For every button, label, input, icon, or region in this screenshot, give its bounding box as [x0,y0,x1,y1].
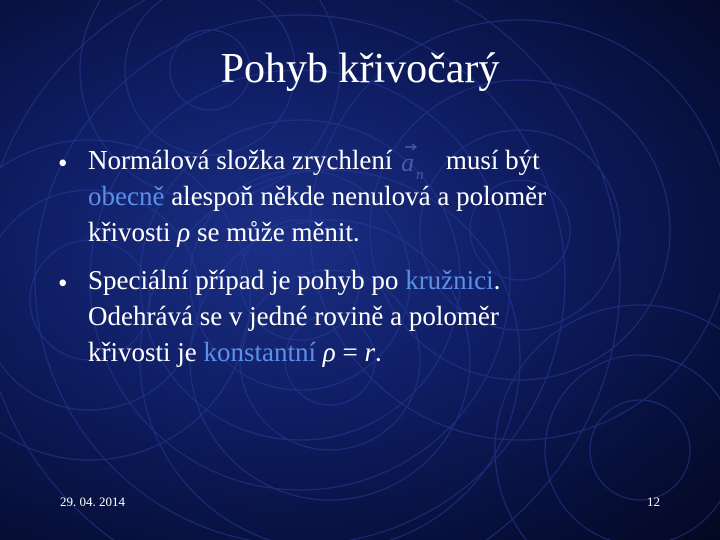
text-segment: . [493,265,501,295]
normal-acceleration-vector [399,145,439,183]
bullet-2-line-1 [88,262,688,298]
text-segment: křivosti je [88,337,204,367]
bullet-1-line-2 [88,178,688,214]
bullet-2-line-3 [88,334,688,370]
bullet-2: • [58,268,68,298]
footer-date: 29. 04. 2014 [60,494,125,509]
vector-subscript: n [416,167,424,183]
text-segment: křivosti [88,217,178,247]
highlight-text: konstantní [203,337,316,367]
slide-number: 12 [647,494,660,509]
rho-symbol: ρ [177,217,191,247]
text-segment: Speciální případ je pohyb po [88,265,406,295]
highlight-text: kružnici [405,265,494,295]
text-segment: se může měnit. [190,217,360,247]
bullet-1-line-3 [88,214,688,250]
radius-symbol: r [364,337,375,367]
text-segment: musí být [439,145,540,175]
text-segment: alespoň někde nenulová a poloměr [164,181,547,211]
bullet-2-text [88,262,688,370]
rho-symbol: ρ [322,337,336,367]
bullet-1: • [58,148,68,178]
bullet-1-text [88,142,688,250]
text-segment: Normálová složka zrychlení [88,145,400,175]
bullet-2-line-2 [88,298,688,334]
equals-sign: = [335,337,365,367]
text-segment: Odehrává se v jedné rovině a poloměr [88,301,499,331]
vector-symbol: a [401,148,415,177]
bullet-1-line-1 [88,142,688,183]
text-segment: . [374,337,382,367]
highlight-text: obecně [88,181,165,211]
slide-title: Pohyb křivočarý [220,46,500,92]
